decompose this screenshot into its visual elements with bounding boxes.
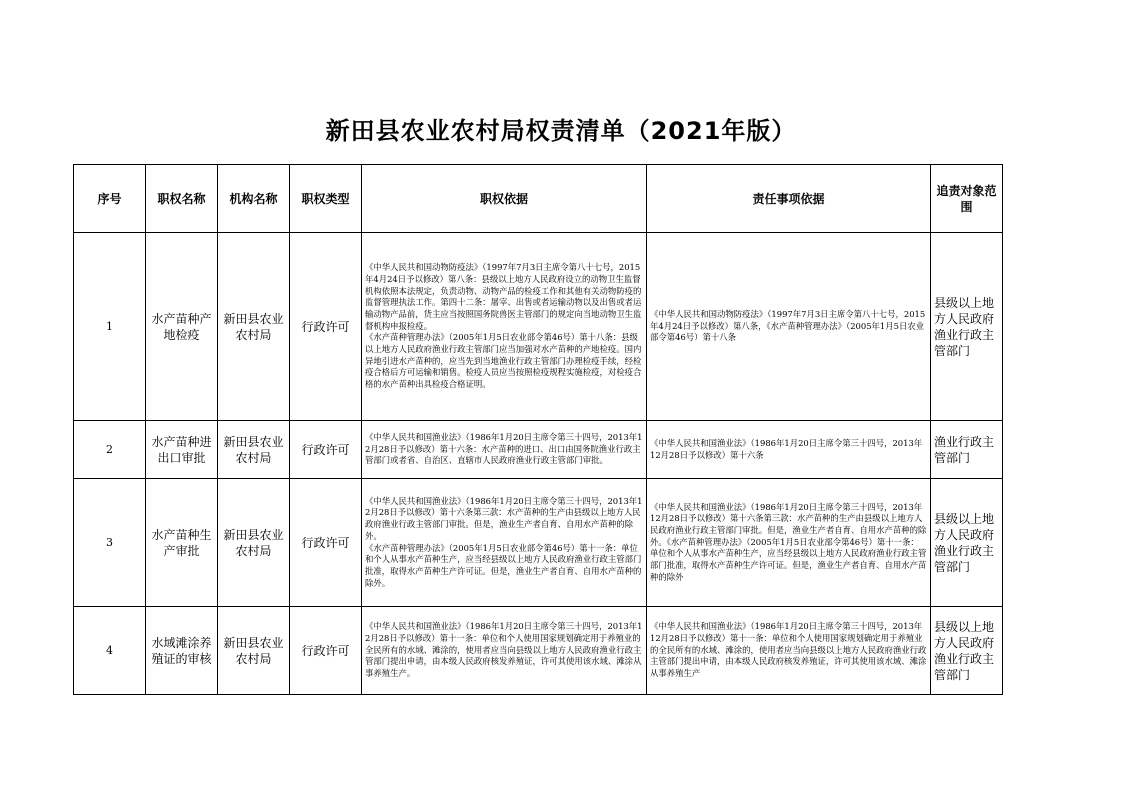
row-power-name: 水产苗种产地检疫 [146,233,218,421]
resp-paragraph: 《中华人民共和国渔业法》（1986年1月20日主席令第三十四号，2013年12月28日予以修改）第十一条：单位和个人使用国家规划确定用于养殖业的全民所有的水域、滩涂的，使用者应当向县级以上地方人民政府渔业行政主管部门提出申请，由本级人民政府核发养殖证，许可其使用该水域、滩涂从事养殖生产 [650,621,927,679]
row-power-basis [362,479,647,607]
row-index: 4 [74,607,146,695]
header-cell-accountability-scope: 追责对象范围 [931,165,1003,233]
basis-paragraph: 《中华人民共和国动物防疫法》（1997年7月3日主席令第八十七号，2015年4月24日予以修改）第八条：县级以上地方人民政府设立的动物卫生监督机构依照本法规定，负责动物、动物产品的检疫工作和其他有关动物防疫的监督管理执法工作。第四十二条：屠宰、出售或者运输动物以及出售或者运输动物产品前，货主应当按照国务院兽医主管部门的规定向当地动物卫生监督机构申报检疫。 [365,262,642,331]
row-responsibility-basis [647,233,931,421]
row-power-type: 行政许可 [290,421,362,479]
header-cell-index: 序号 [74,165,146,233]
resp-paragraph: 《中华人民共和国渔业法》（1986年1月20日主席令第三十四号，2013年12月28日予以修改）第十六条 [650,437,923,460]
row-power-name: 水产苗种生产审批 [146,479,218,607]
row-org-name: 新田县农业农村局 [218,607,290,695]
basis-paragraph: 《中华人民共和国渔业法》（1986年1月20日主席令第三十四号，2013年12月28日予以修改）第十六条第三款：水产苗种的生产由县级以上地方人民政府渔业行政主管部门审批。但是，渔业生产者自育、自用水产苗种的除外。 [365,495,643,541]
row-index: 1 [74,233,146,421]
row-responsibility-basis [647,421,931,479]
header-row [74,165,1003,233]
row-org-name: 新田县农业农村局 [218,421,290,479]
basis-paragraph: 《水产苗种管理办法》（2005年1月5日农业部令第46号）第十八条：县级以上地方人民政府渔业行政主管部门应当加强对水产苗种的产地检疫。国内异地引进水产苗种的，应当先到当地渔业行政主管部门办理检疫手续，经检疫合格后方可运输和销售。检疫人员应当按照检疫规程实施检疫，对检疫合格的水产苗种出具检疫合格证明。 [365,332,642,390]
row-power-type: 行政许可 [290,233,362,421]
resp-paragraph: 《中华人民共和国动物防疫法》（1997年7月3日主席令第八十七号，2015年4月24日予以修改）第八条，《水产苗种管理办法》（2005年1月5日农业部令第46号）第十八条 [650,308,926,343]
row-accountability-scope: 县级以上地方人民政府渔业行政主管部门 [931,479,1003,607]
row-index: 2 [74,421,146,479]
header-cell-responsibility-basis: 责任事项依据 [647,165,931,233]
header-cell-power-name: 职权名称 [146,165,218,233]
table-row [74,607,1003,695]
row-accountability-scope: 渔业行政主管部门 [931,421,1003,479]
row-org-name: 新田县农业农村局 [218,479,290,607]
header-cell-org-name: 机构名称 [218,165,290,233]
row-power-basis [362,421,647,479]
basis-paragraph: 《中华人民共和国渔业法》（1986年1月20日主席令第三十四号，2013年12月28日予以修改）第十一条：单位和个人使用国家规划确定用于养殖业的全民所有的水域、滩涂的，使用者应当向县级以上地方人民政府渔业行政主管部门提出申请，由本级人民政府核发养殖证，许可其使用该水域、滩涂从事养殖生产。 [365,621,643,679]
duty-table [73,164,1003,695]
row-power-name: 水产苗种进出口审批 [146,421,218,479]
row-power-type: 行政许可 [290,607,362,695]
table-row [74,421,1003,479]
row-accountability-scope: 县级以上地方人民政府渔业行政主管部门 [931,607,1003,695]
header-cell-power-basis: 职权依据 [362,165,647,233]
basis-paragraph: 《水产苗种管理办法》（2005年1月5日农业部令第46号）第十一条：单位和个人从事水产苗种生产，应当经县级以上地方人民政府渔业行政主管部门批准，取得水产苗种生产许可证。但是，渔业生产者自育、自用水产苗种的除外。 [365,542,642,588]
row-index: 3 [74,479,146,607]
row-org-name: 新田县农业农村局 [218,233,290,421]
row-power-name: 水域滩涂养殖证的审核 [146,607,218,695]
row-power-basis [362,607,647,695]
row-responsibility-basis [647,607,931,695]
row-accountability-scope: 县级以上地方人民政府渔业行政主管部门 [931,233,1003,421]
row-responsibility-basis [647,479,931,607]
header-cell-power-type: 职权类型 [290,165,362,233]
basis-paragraph: 《中华人民共和国渔业法》（1986年1月20日主席令第三十四号，2013年12月28日予以修改）第十六条：水产苗种的进口、出口由国务院渔业行政主管部门或者省、自治区、直辖市人民政府渔业行政主管部门审批。 [365,431,643,466]
resp-paragraph: 《中华人民共和国渔业法》（1986年1月20日主席令第三十四号，2013年12月28日予以修改）第十六条第三款：水产苗种的生产由县级以上地方人民政府渔业行政主管部门审批。但是，渔业生产者自育、自用水产苗种的除外。《水产苗种管理办法》（2005年1月5日农业部令第46号）第十一条：单位和个人从事水产苗种生产，应当经县级以上地方人民政府渔业行政主管部门批准，取得水产苗种生产许可证。但是，渔业生产者自育、自用水产苗种的除外 [650,501,927,582]
page-title: 新田县农业农村局权责清单（2021年版） [325,117,797,145]
table-row [74,479,1003,607]
row-power-basis [362,233,647,421]
row-power-type: 行政许可 [290,479,362,607]
table-row [74,233,1003,421]
